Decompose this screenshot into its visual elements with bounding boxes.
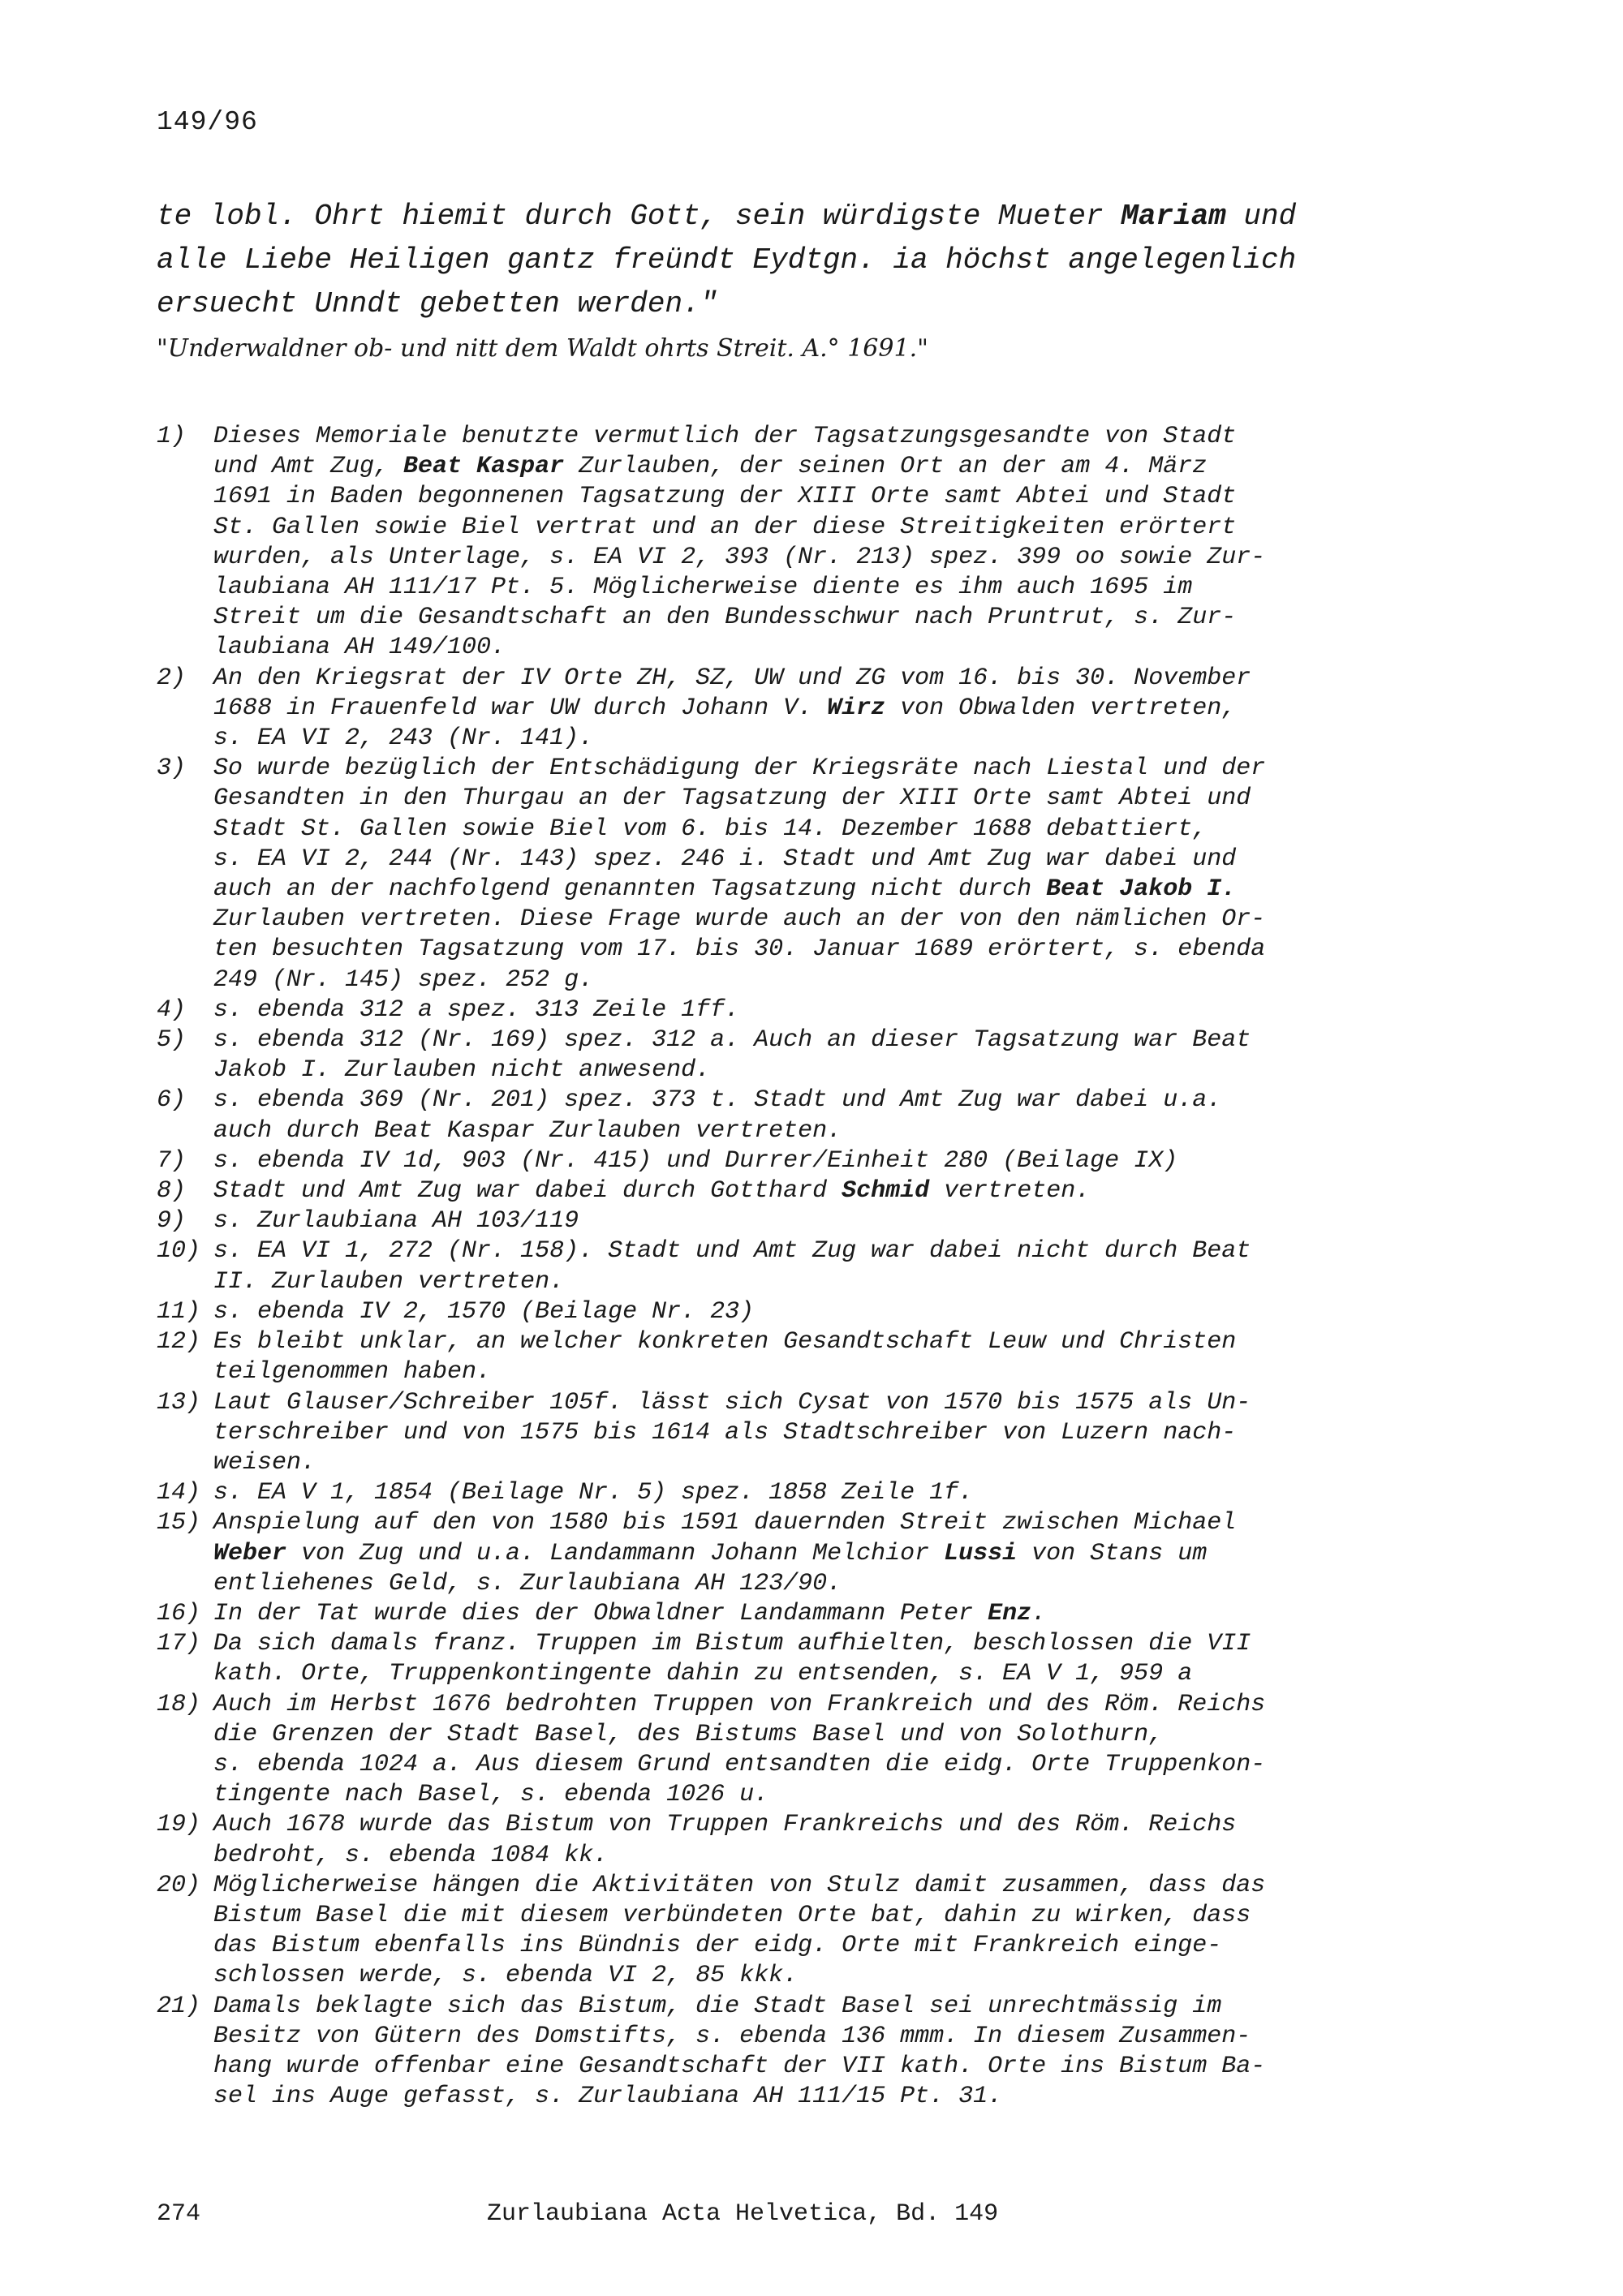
text-run: Damals beklagte sich das Bistum, die Stadt Basel sei unrechtmässig im — [213, 1992, 1222, 2020]
footnote-number: 9) — [157, 1207, 187, 1236]
text-run: laubiana AH 111/17 Pt. 5. Möglicherweise diente es ihm auch 1695 im — [213, 574, 1193, 602]
footnote-line — [213, 1448, 1406, 1478]
footnote-line — [213, 1901, 1406, 1931]
footnote-line — [213, 1992, 1406, 2022]
bold-name: Mariam — [1121, 200, 1226, 233]
text-run: An den Kriegsrat der IV Orte ZH, SZ, UW und ZG vom 16. bis 30. November — [213, 664, 1251, 692]
footnote-number: 4) — [157, 995, 187, 1024]
bold-name: Beat Kaspar — [403, 453, 565, 481]
footnote-number: 14) — [157, 1479, 201, 1507]
footnote-line — [213, 1841, 1406, 1871]
footnote-line — [213, 754, 1406, 784]
footnote-line — [213, 1086, 1406, 1116]
text-run: kath. Orte, Truppenkontingente dahin zu entsenden, s. EA V 1, 959 a — [213, 1660, 1193, 1688]
footnote-line — [213, 694, 1406, 724]
footnote-line — [213, 2052, 1406, 2082]
footnote-line — [213, 1146, 1406, 1176]
text-run: entliehenes Geld, s. Zurlaubiana AH 123/90. — [213, 1569, 842, 1597]
footnote-number: 8) — [157, 1177, 187, 1206]
page-number: 274 — [157, 2200, 201, 2228]
footnote — [157, 664, 1406, 755]
footnote-line — [213, 603, 1406, 633]
footnote-line — [213, 1931, 1406, 1961]
footnote-number: 3) — [157, 755, 187, 783]
text-run: s. ebenda IV 1d, 903 (Nr. 415) und Durrer/Einheit 280 (Beilage IX) — [213, 1146, 1178, 1175]
footnote-line — [213, 1418, 1406, 1448]
text-run: das Bistum ebenfalls ins Bündnis der eidg. Orte mit Frankreich einge- — [213, 1932, 1222, 1960]
bold-name: Weber — [213, 1539, 287, 1567]
footnote-line — [213, 1750, 1406, 1780]
footnote-line — [213, 1297, 1406, 1327]
text-run: s. ebenda 312 (Nr. 169) spez. 312 a. Auch an dieser Tagsatzung war Beat — [213, 1026, 1251, 1055]
footnote — [157, 1478, 1406, 1508]
footnote-number: 20) — [157, 1871, 201, 1899]
footnote-line — [213, 1116, 1406, 1146]
footnote-line — [213, 905, 1406, 935]
text-run: terschreiber und von 1575 bis 1614 als Stadtschreiber von Luzern nach- — [213, 1418, 1237, 1447]
text-run: Stadt St. Gallen sowie Biel vom 6. bis 14. Dezember 1688 debattiert, — [213, 815, 1208, 843]
footnote — [157, 1508, 1406, 1599]
text-run: Auch im Herbst 1676 bedrohten Truppen von Frankreich und des Röm. Reichs — [213, 1690, 1266, 1718]
footnote — [157, 1690, 1406, 1811]
footnote — [157, 1025, 1406, 1086]
quote-line — [157, 282, 1423, 326]
text-run: s. EA V 1, 1854 (Beilage Nr. 5) spez. 1858 Zeile 1f. — [213, 1479, 974, 1507]
text-run: Anspielung auf den von 1580 bis 1591 dauernden Streit zwischen Michael — [213, 1509, 1237, 1537]
text-run: schlossen werde, s. ebenda VI 2, 85 kkk. — [213, 1962, 799, 1990]
text-run: Dieses Memoriale benutzte vermutlich der Tagsatzungsgesandte von Stadt — [213, 423, 1237, 450]
text-run: die Grenzen der Stadt Basel, des Bistums Basel und von Solothurn, — [213, 1720, 1164, 1748]
text-run: St. Gallen sowie Biel vertrat und an der diese Streitigkeiten erörtert — [213, 513, 1237, 541]
text-run: wurden, als Unterlage, s. EA VI 2, 393 (Nr. 213) spez. 399 oo sowie Zur- — [213, 543, 1266, 571]
footnote — [157, 995, 1406, 1025]
footnote-number: 5) — [157, 1026, 187, 1055]
footnote-line — [213, 2022, 1406, 2052]
footnote-line — [213, 1025, 1406, 1056]
footnote-line — [213, 513, 1406, 543]
footnote-line — [213, 1267, 1406, 1297]
footnote-line — [213, 1206, 1406, 1236]
text-run: weisen. — [213, 1448, 316, 1477]
text-run: 1688 in Frauenfeld war UW durch Johann V. — [213, 694, 828, 722]
text-run: Zurlauben, der seinen Ort an der am 4. März — [564, 453, 1208, 481]
footnote-line — [213, 1478, 1406, 1508]
footnote-line — [213, 1961, 1406, 1991]
text-run: teilgenommen haben. — [213, 1358, 492, 1387]
footnote-number: 19) — [157, 1811, 201, 1839]
footnote-number: 15) — [157, 1509, 201, 1537]
bold-name: Schmid — [842, 1177, 930, 1206]
text-run: Auch 1678 wurde das Bistum von Truppen Frankreichs und des Röm. Reichs — [213, 1811, 1237, 1839]
footnote-number: 10) — [157, 1237, 201, 1266]
text-run: vertreten. — [929, 1177, 1091, 1206]
text-run: Besitz von Gütern des Domstifts, s. ebenda 136 mmm. In diesem Zusammen- — [213, 2022, 1251, 2050]
footnote-line — [213, 1629, 1406, 1659]
footnote-line — [213, 664, 1406, 694]
footer-title: Zurlaubiana Acta Helvetica, Bd. 149 — [487, 2200, 999, 2228]
text-run: von Zug und u.a. Landammann Johann Melchior — [286, 1539, 945, 1567]
footnote-line — [213, 1236, 1406, 1266]
footnote — [157, 1629, 1406, 1689]
footnote — [157, 1086, 1406, 1146]
footnote-line — [213, 965, 1406, 995]
text-run: von Obwalden vertreten, — [885, 694, 1237, 722]
text-run: Laut Glauser/Schreiber 105f. lässt sich Cysat von 1570 bis 1575 als Un- — [213, 1388, 1251, 1417]
text-run: Bistum Basel die mit diesem verbündeten Orte bat, dahin zu wirken, dass — [213, 1901, 1251, 1929]
text-run: s. EA VI 2, 243 (Nr. 141). — [213, 724, 594, 753]
footnote — [157, 1810, 1406, 1870]
footnote-line — [213, 1056, 1406, 1086]
text-run: te lobl. Ohrt hiemit durch Gott, sein würdigste Mueter — [157, 200, 1121, 233]
footnote — [157, 1146, 1406, 1176]
footnote-number: 18) — [157, 1690, 201, 1718]
text-run: alle Liebe Heiligen gantz freündt Eydtgn. ia höchst angelegenlich — [157, 243, 1297, 277]
text-run: s. ebenda IV 2, 1570 (Beilage Nr. 23) — [213, 1297, 755, 1326]
text-run: Stadt und Amt Zug war dabei durch Gotthard — [213, 1177, 842, 1206]
text-run: In der Tat wurde dies der Obwaldner Landammann Peter — [213, 1599, 988, 1627]
footnote-line — [213, 845, 1406, 875]
text-run: Gesandten in den Thurgau an der Tagsatzung der XIII Orte samt Abtei und — [213, 785, 1251, 813]
footnotes-list — [157, 422, 1406, 2112]
footnote-line — [213, 1810, 1406, 1840]
text-run: Jakob I. Zurlauben nicht anwesend. — [213, 1056, 711, 1085]
footnote-line — [213, 633, 1406, 663]
text-run: auch durch Beat Kaspar Zurlauben vertreten. — [213, 1116, 842, 1145]
footnote-number: 13) — [157, 1388, 201, 1417]
text-run: ersuecht Unndt gebetten werden." — [157, 287, 718, 320]
footnote-number: 16) — [157, 1599, 201, 1627]
footnote-line — [213, 1599, 1406, 1629]
footnote-line — [213, 1871, 1406, 1901]
text-run: von Stans um — [1017, 1539, 1208, 1567]
footnote-line — [213, 2082, 1406, 2112]
footnote — [157, 1599, 1406, 1629]
text-run: ten besuchten Tagsatzung vom 17. bis 30. Januar 1689 erörtert, s. ebenda — [213, 935, 1266, 964]
footnote-line — [213, 815, 1406, 845]
quote-signature: "Underwaldner ob- und nitt dem Waldt ohrts Streit. A.° 1691." — [157, 334, 928, 363]
text-run: Es bleibt unklar, an welcher konkreten Gesandtschaft Leuw und Christen — [213, 1328, 1237, 1357]
footnote-line — [213, 1327, 1406, 1357]
text-run: So wurde bezüglich der Entschädigung der Kriegsräte nach Liestal und der — [213, 755, 1266, 783]
footnote — [157, 1176, 1406, 1206]
text-run: s. EA VI 1, 272 (Nr. 158). Stadt und Amt Zug war dabei nicht durch Beat — [213, 1237, 1251, 1266]
text-run: auch an der nachfolgend genannten Tagsatzung nicht durch — [213, 875, 1047, 904]
quote-lines — [157, 195, 1423, 326]
page-reference: 149/96 — [157, 107, 258, 137]
footnote-line — [213, 1357, 1406, 1387]
footnote-line — [213, 452, 1406, 482]
text-run: Streit um die Gesandtschaft an den Bundesschwur nach Pruntrut, s. Zur- — [213, 604, 1237, 632]
footnote-line — [213, 784, 1406, 814]
footnote — [157, 1992, 1406, 2113]
footnote — [157, 1297, 1406, 1327]
text-run: 1691 in Baden begonnenen Tagsatzung der XIII Orte samt Abtei und Stadt — [213, 483, 1237, 511]
footnote-line — [213, 935, 1406, 965]
text-run: II. Zurlauben vertreten. — [213, 1267, 565, 1296]
footnote-line — [213, 1508, 1406, 1538]
text-run: s. EA VI 2, 244 (Nr. 143) spez. 246 i. Stadt und Amt Zug war dabei und — [213, 845, 1237, 873]
footnote-number: 1) — [157, 423, 187, 450]
footnote-number: 6) — [157, 1086, 187, 1115]
text-run: und — [1225, 200, 1297, 233]
footnote-number: 21) — [157, 1992, 201, 2020]
footnote-number: 11) — [157, 1297, 201, 1326]
text-run: bedroht, s. ebenda 1084 kk. — [213, 1841, 609, 1869]
footnote-line — [213, 1780, 1406, 1810]
text-run: s. ebenda 369 (Nr. 201) spez. 373 t. Stadt und Amt Zug war dabei u.a. — [213, 1086, 1222, 1115]
text-run: laubiana AH 149/100. — [213, 634, 506, 662]
footnote — [157, 1236, 1406, 1296]
text-run: Möglicherweise hängen die Aktivitäten von Stulz damit zusammen, dass das — [213, 1871, 1266, 1899]
footnote-line — [213, 1659, 1406, 1689]
text-run: tingente nach Basel, s. ebenda 1026 u. — [213, 1781, 769, 1809]
text-run: 249 (Nr. 145) spez. 252 g. — [213, 965, 594, 994]
footnote — [157, 754, 1406, 995]
footnote-line — [213, 543, 1406, 573]
footnote — [157, 1206, 1406, 1236]
footnote-line — [213, 724, 1406, 754]
footnote-line — [213, 1569, 1406, 1599]
footnote-line — [213, 1176, 1406, 1206]
footnote-line — [213, 573, 1406, 603]
text-run: s. ebenda 1024 a. Aus diesem Grund entsandten die eidg. Orte Truppenkon- — [213, 1750, 1266, 1778]
footnote-line — [213, 1720, 1406, 1750]
footnote-line — [213, 1690, 1406, 1720]
footnote-line — [213, 1388, 1406, 1418]
quote-line — [157, 239, 1423, 282]
bold-name: Beat Jakob I. — [1046, 875, 1237, 904]
footnote-line — [213, 1539, 1406, 1569]
footnote-number: 7) — [157, 1146, 187, 1175]
bold-name: Enz — [988, 1599, 1032, 1627]
text-run: s. ebenda 312 a spez. 313 Zeile 1ff. — [213, 995, 740, 1024]
bold-name: Lussi — [944, 1539, 1018, 1567]
text-run: . — [1031, 1599, 1047, 1627]
footnote-number: 12) — [157, 1328, 201, 1357]
footnote — [157, 1327, 1406, 1387]
quote-line — [157, 195, 1423, 239]
footnote — [157, 1871, 1406, 1992]
footnote-line — [213, 995, 1406, 1025]
text-run: Zurlauben vertreten. Diese Frage wurde auch an der von den nämlichen Or- — [213, 905, 1266, 934]
footnote-line — [213, 875, 1406, 905]
footnote-line — [213, 482, 1406, 512]
footnote — [157, 422, 1406, 664]
text-run: Da sich damals franz. Truppen im Bistum aufhielten, beschlossen die VII — [213, 1630, 1251, 1658]
footnote-line — [213, 422, 1406, 452]
text-run: hang wurde offenbar eine Gesandtschaft der VII kath. Orte ins Bistum Ba- — [213, 2052, 1266, 2080]
footnote — [157, 1388, 1406, 1479]
text-run: und Amt Zug, — [213, 453, 404, 481]
text-run: s. Zurlaubiana AH 103/119 — [213, 1207, 579, 1236]
footnote-number: 2) — [157, 664, 187, 692]
text-run: sel ins Auge gefasst, s. Zurlaubiana AH 111/15 Pt. 31. — [213, 2083, 1003, 2111]
bold-name: Wirz — [827, 694, 886, 722]
footnote-number: 17) — [157, 1630, 201, 1658]
quote-block — [157, 195, 1423, 372]
